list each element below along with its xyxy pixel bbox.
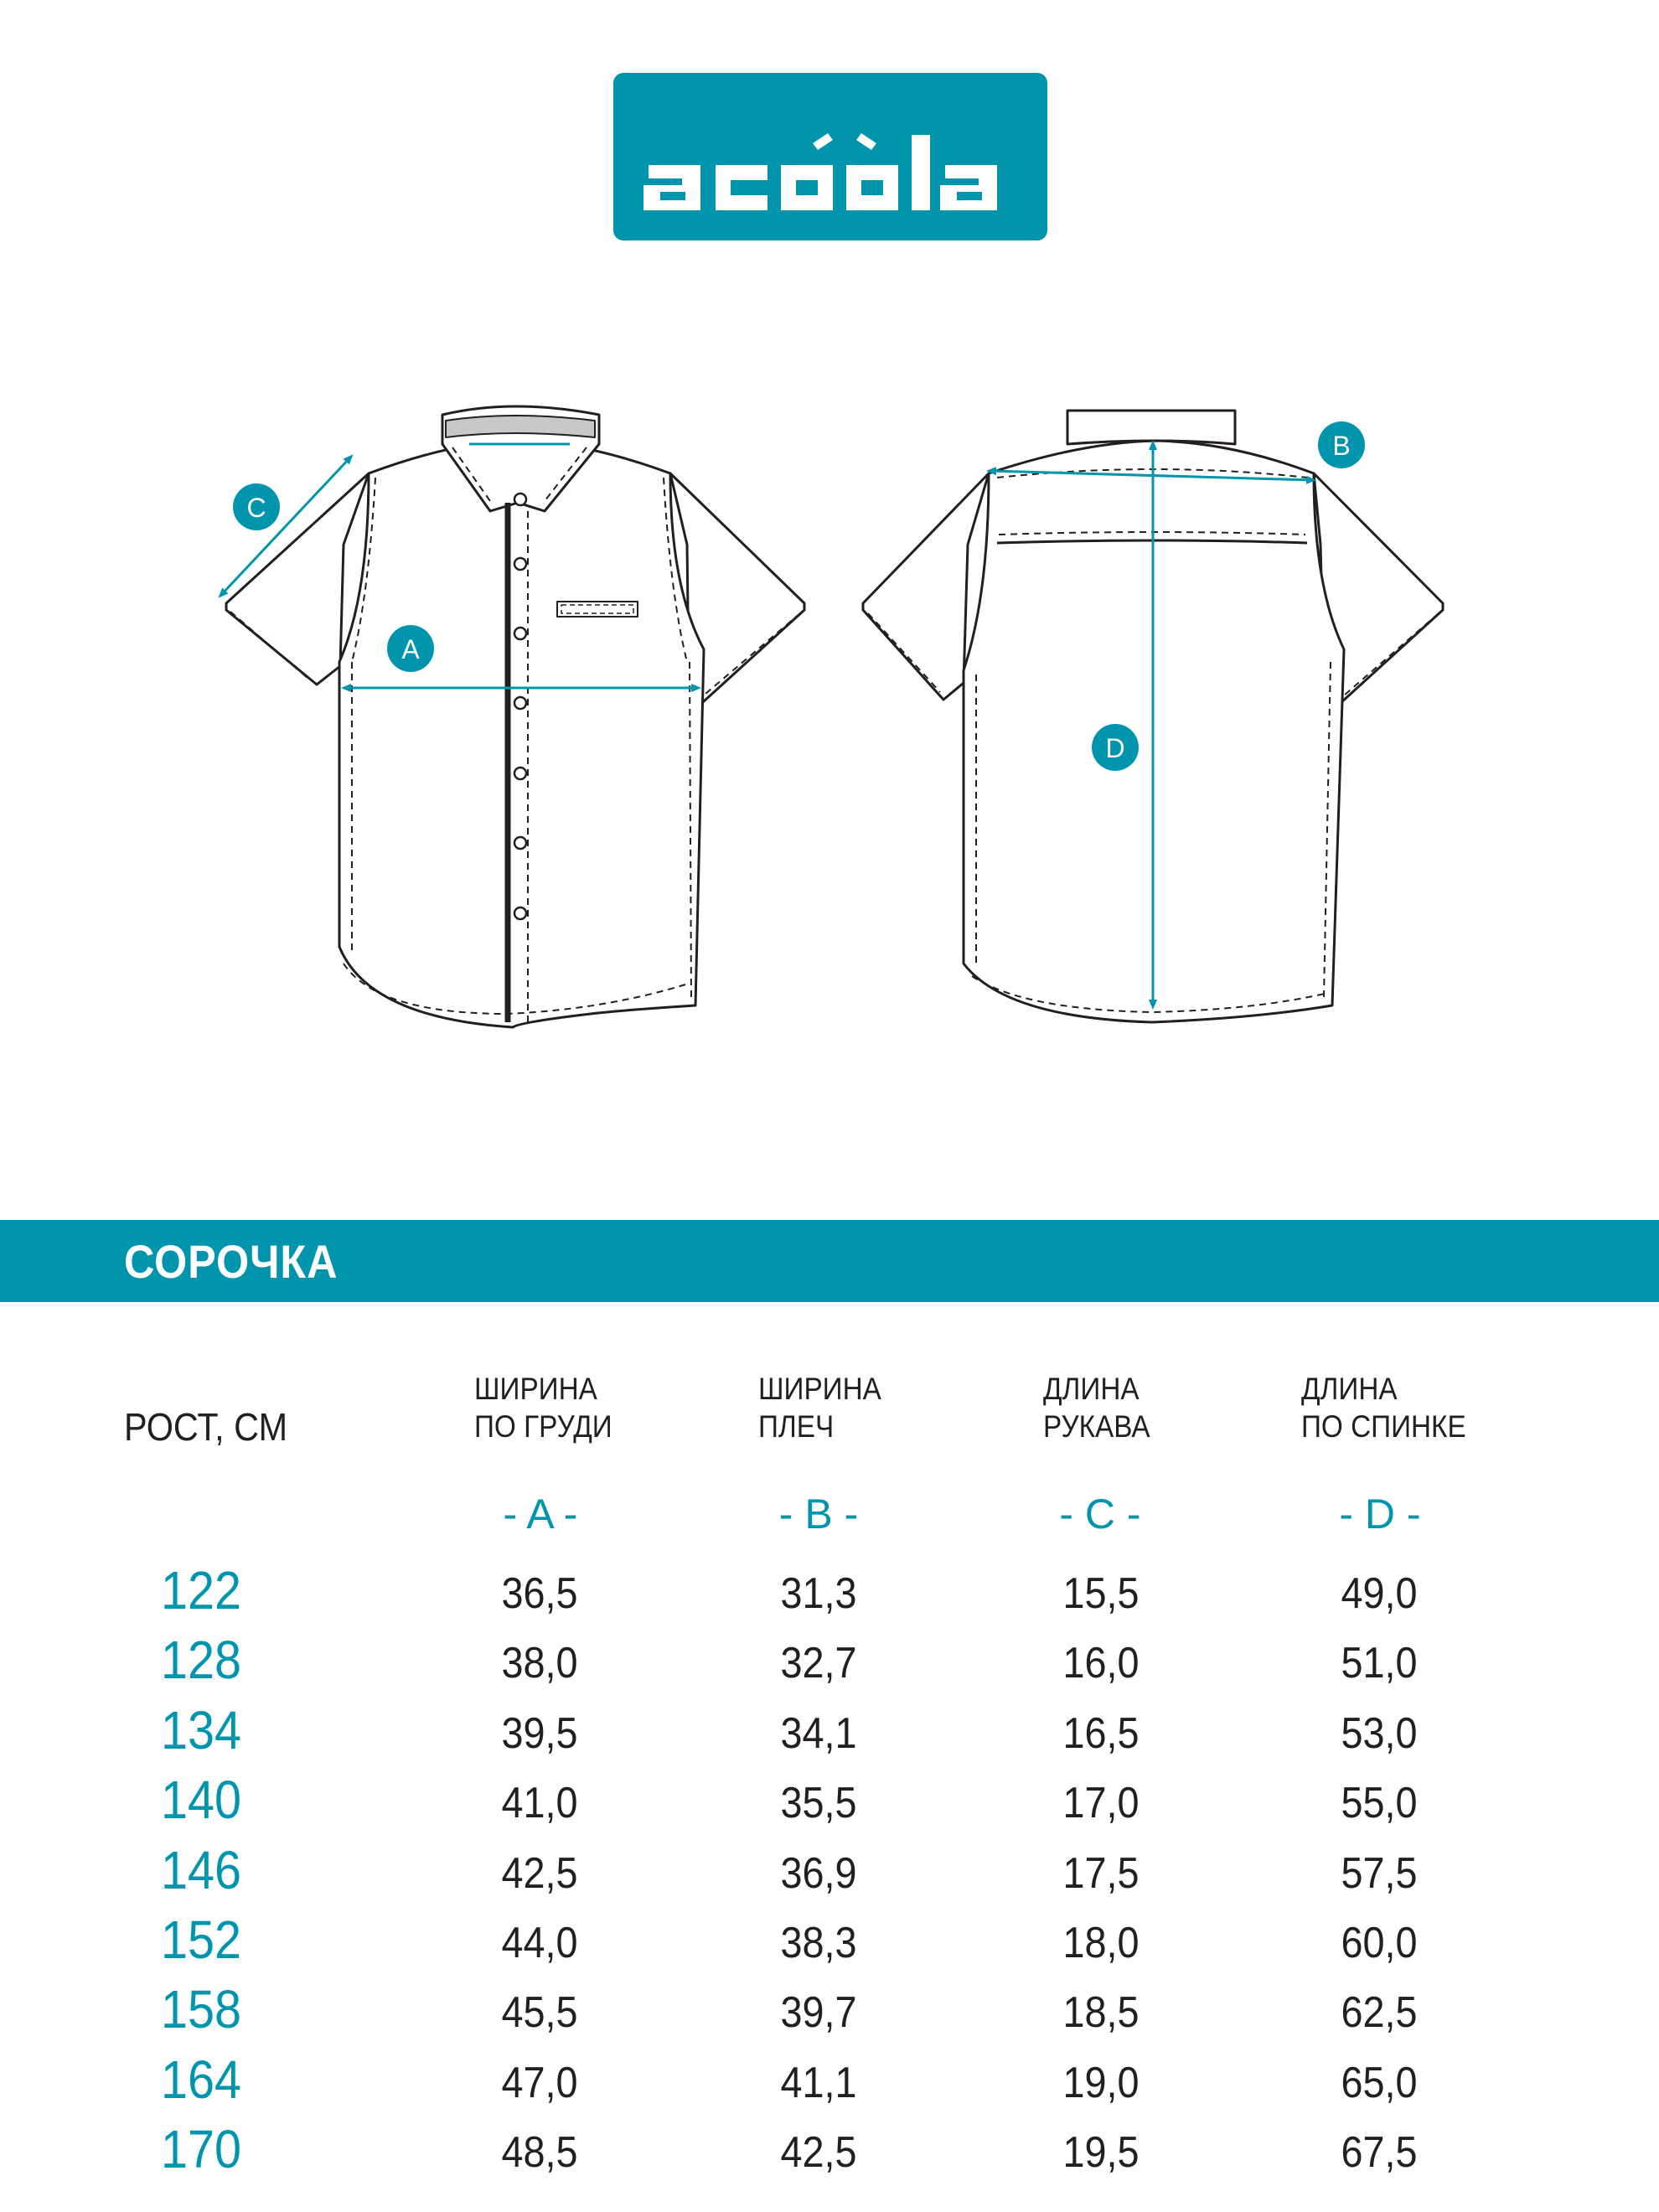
- row-height-label: 134: [160, 1700, 242, 1760]
- row-height-label: 158: [160, 1979, 242, 2039]
- row-height-label: 128: [160, 1630, 242, 1690]
- column-letter-c: - C -: [1059, 1491, 1141, 1538]
- section-title-bar: [0, 1220, 1659, 1302]
- table-cell: 35,5: [780, 1779, 857, 1827]
- table-cell: 57,5: [1341, 1849, 1418, 1898]
- table-cell: 51,0: [1341, 1639, 1418, 1687]
- table-cell: 41,0: [501, 1779, 578, 1827]
- row-height-label: 146: [160, 1840, 242, 1900]
- svg-text:C: C: [246, 493, 266, 523]
- table-cell: 39,7: [780, 1988, 857, 2037]
- table-cell: 18,0: [1062, 1919, 1140, 1967]
- column-header-b: ШИРИНА ПЛЕЧ: [758, 1372, 881, 1444]
- table-cell: 38,0: [501, 1639, 578, 1687]
- shirt-diagram: [0, 360, 1659, 1072]
- table-cell: 16,5: [1062, 1709, 1140, 1758]
- table-cell: 53,0: [1341, 1709, 1418, 1758]
- table-cell: 60,0: [1341, 1919, 1418, 1967]
- column-letter-a: - A -: [503, 1491, 578, 1538]
- column-header-c: ДЛИНА РУКАВА: [1043, 1372, 1150, 1444]
- table-cell: 47,0: [501, 2059, 578, 2107]
- row-height-label: 152: [160, 1910, 242, 1970]
- marker-d: [1092, 724, 1139, 771]
- table-cell: 39,5: [501, 1709, 578, 1758]
- marker-b: [1318, 421, 1365, 468]
- table-cell: 19,5: [1062, 2128, 1140, 2177]
- row-height-label: 140: [160, 1770, 242, 1830]
- table-cell: 62,5: [1341, 1988, 1418, 2037]
- column-letter-d: - D -: [1339, 1491, 1421, 1538]
- row-header-height: РОСТ, СМ: [124, 1405, 288, 1449]
- svg-text:A: A: [401, 634, 420, 664]
- table-cell: 42,5: [501, 1849, 578, 1898]
- table-cell: 48,5: [501, 2128, 578, 2177]
- column-header-d: ДЛИНА ПО СПИНКЕ: [1301, 1372, 1466, 1444]
- table-cell: 38,3: [780, 1919, 857, 1967]
- table-cell: 18,5: [1062, 1988, 1140, 2037]
- table-cell: 32,7: [780, 1639, 857, 1687]
- svg-text:B: B: [1332, 431, 1351, 461]
- column-header-a: ШИРИНА ПО ГРУДИ: [474, 1372, 612, 1444]
- table-cell: 55,0: [1341, 1779, 1418, 1827]
- table-cell: 16,0: [1062, 1639, 1140, 1687]
- row-height-label: 170: [160, 2119, 242, 2179]
- table-cell: 67,5: [1341, 2128, 1418, 2177]
- section-title: СОРОЧКА: [124, 1235, 339, 1288]
- table-cell: 65,0: [1341, 2059, 1418, 2107]
- svg-text:D: D: [1105, 733, 1125, 763]
- table-cell: 45,5: [501, 1988, 578, 2037]
- table-cell: 19,0: [1062, 2059, 1140, 2107]
- shirt-front-view: [226, 406, 804, 1027]
- row-height-label: 122: [160, 1560, 242, 1620]
- table-cell: 49,0: [1341, 1569, 1418, 1618]
- row-height-label: 164: [160, 2049, 242, 2110]
- table-cell: 42,5: [780, 2128, 857, 2177]
- table-cell: 17,0: [1062, 1779, 1140, 1827]
- table-cell: 41,1: [780, 2059, 857, 2107]
- table-cell: 31,3: [780, 1569, 857, 1618]
- table-cell: 17,5: [1062, 1849, 1140, 1898]
- column-letter-b: - B -: [778, 1491, 859, 1538]
- table-cell: 15,5: [1062, 1569, 1140, 1618]
- table-cell: 34,1: [780, 1709, 857, 1758]
- acoola-logo-icon: [613, 73, 1047, 240]
- marker-a: [387, 625, 434, 672]
- brand-logo: [613, 73, 1047, 240]
- table-cell: 36,9: [780, 1849, 857, 1898]
- table-cell: 36,5: [501, 1569, 578, 1618]
- marker-c: [233, 483, 280, 530]
- table-cell: 44,0: [501, 1919, 578, 1967]
